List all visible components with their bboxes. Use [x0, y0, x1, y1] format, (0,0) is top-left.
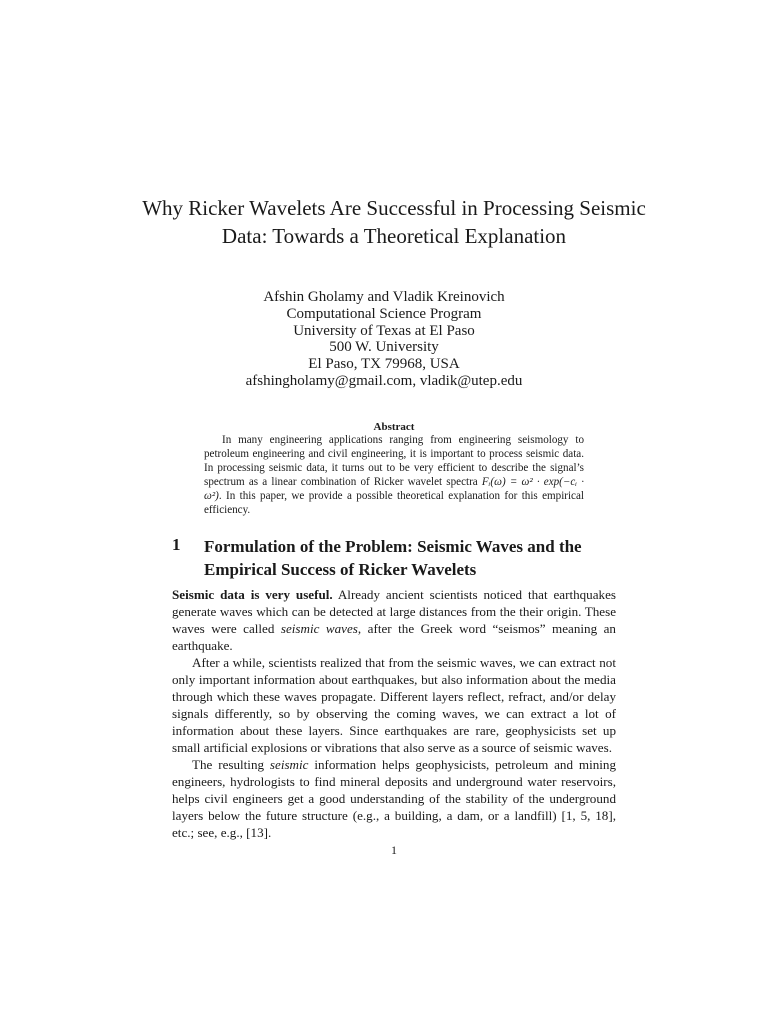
- author-university: University of Texas at El Paso: [293, 322, 475, 339]
- paragraph-3: [172, 756, 616, 841]
- section-number: 1: [172, 535, 181, 554]
- paragraph-1: [172, 586, 616, 654]
- author-street: 500 W. University: [329, 339, 439, 356]
- abstract-text-end: . In this paper, we provide a possible theoretical explanation for this empirical efficiency.: [204, 489, 584, 516]
- author-city: El Paso, TX 79968, USA: [308, 356, 460, 373]
- section-title: Formulation of the Problem: Seismic Waves and the Empirical Success of Ricker Wavelets: [204, 537, 582, 579]
- paragraph-2: After a while, scientists realized that from the seismic waves, we can extract not only important information about earthquakes, but also information about the media through which these waves propagate. Different layers reflect, refract, and/or delay signals differently, so by observing the coming waves, we can extract a lot of information about these layers. Since earthquakes are rare, geophysicists set up small artificial explosions or vibrations that also serve as a source of seismic waves.: [172, 655, 616, 755]
- abstract-text-start: In many engineering applications ranging from engineering seismology to petroleum engineering and civil engineering, it is important to process seismic data. In processing seismic data, it turns out to be very efficient to describe the signal’s spectrum as a linear combination of Ricker wavelet spectra: [204, 434, 584, 488]
- paragraph-3-text-b: information helps geophysicists, petroleum and mining engineers, hydrologists to find mineral deposits and underground water reservoirs, helps civil engineers get a good understanding of the stability of the underground layers below the future structure (e.g., a building, a dam, or a landfill) [1, 5, 18], etc.; see, e.g., [13].: [172, 757, 616, 840]
- author-emails: afshingholamy@gmail.com, vladik@utep.edu: [245, 372, 523, 389]
- author-program: Computational Science Program: [286, 305, 482, 322]
- abstract-body: [204, 434, 584, 517]
- body-text: [172, 586, 616, 841]
- paragraph-1-emphasis: seismic waves: [280, 621, 358, 636]
- paragraph-3-emphasis: seismic: [269, 757, 309, 772]
- abstract-formula: Fᵢ(ω) = ω² · exp(−cᵢ · ω²): [204, 475, 584, 502]
- page-number: 1: [391, 843, 397, 857]
- author-block: [150, 289, 618, 390]
- paragraph-runin-heading: Seismic data is very useful.: [172, 587, 333, 602]
- paragraph-1-text-b: , after the Greek word “seismos” meaning an earthquake.: [172, 621, 616, 653]
- paper-title: Why Ricker Wavelets Are Successful in Processing Seismic Data: Towards a Theoretical Explanation: [142, 196, 646, 248]
- paragraph-3-text-a: The resulting: [192, 757, 270, 772]
- author-names: Afshin Gholamy and Vladik Kreinovich: [263, 289, 505, 305]
- paragraph-1-text-a: Already ancient scientists noticed that earthquakes generate waves which can be detected at large distances from the their origin. These waves were called: [172, 587, 616, 636]
- abstract-heading: Abstract: [373, 421, 415, 433]
